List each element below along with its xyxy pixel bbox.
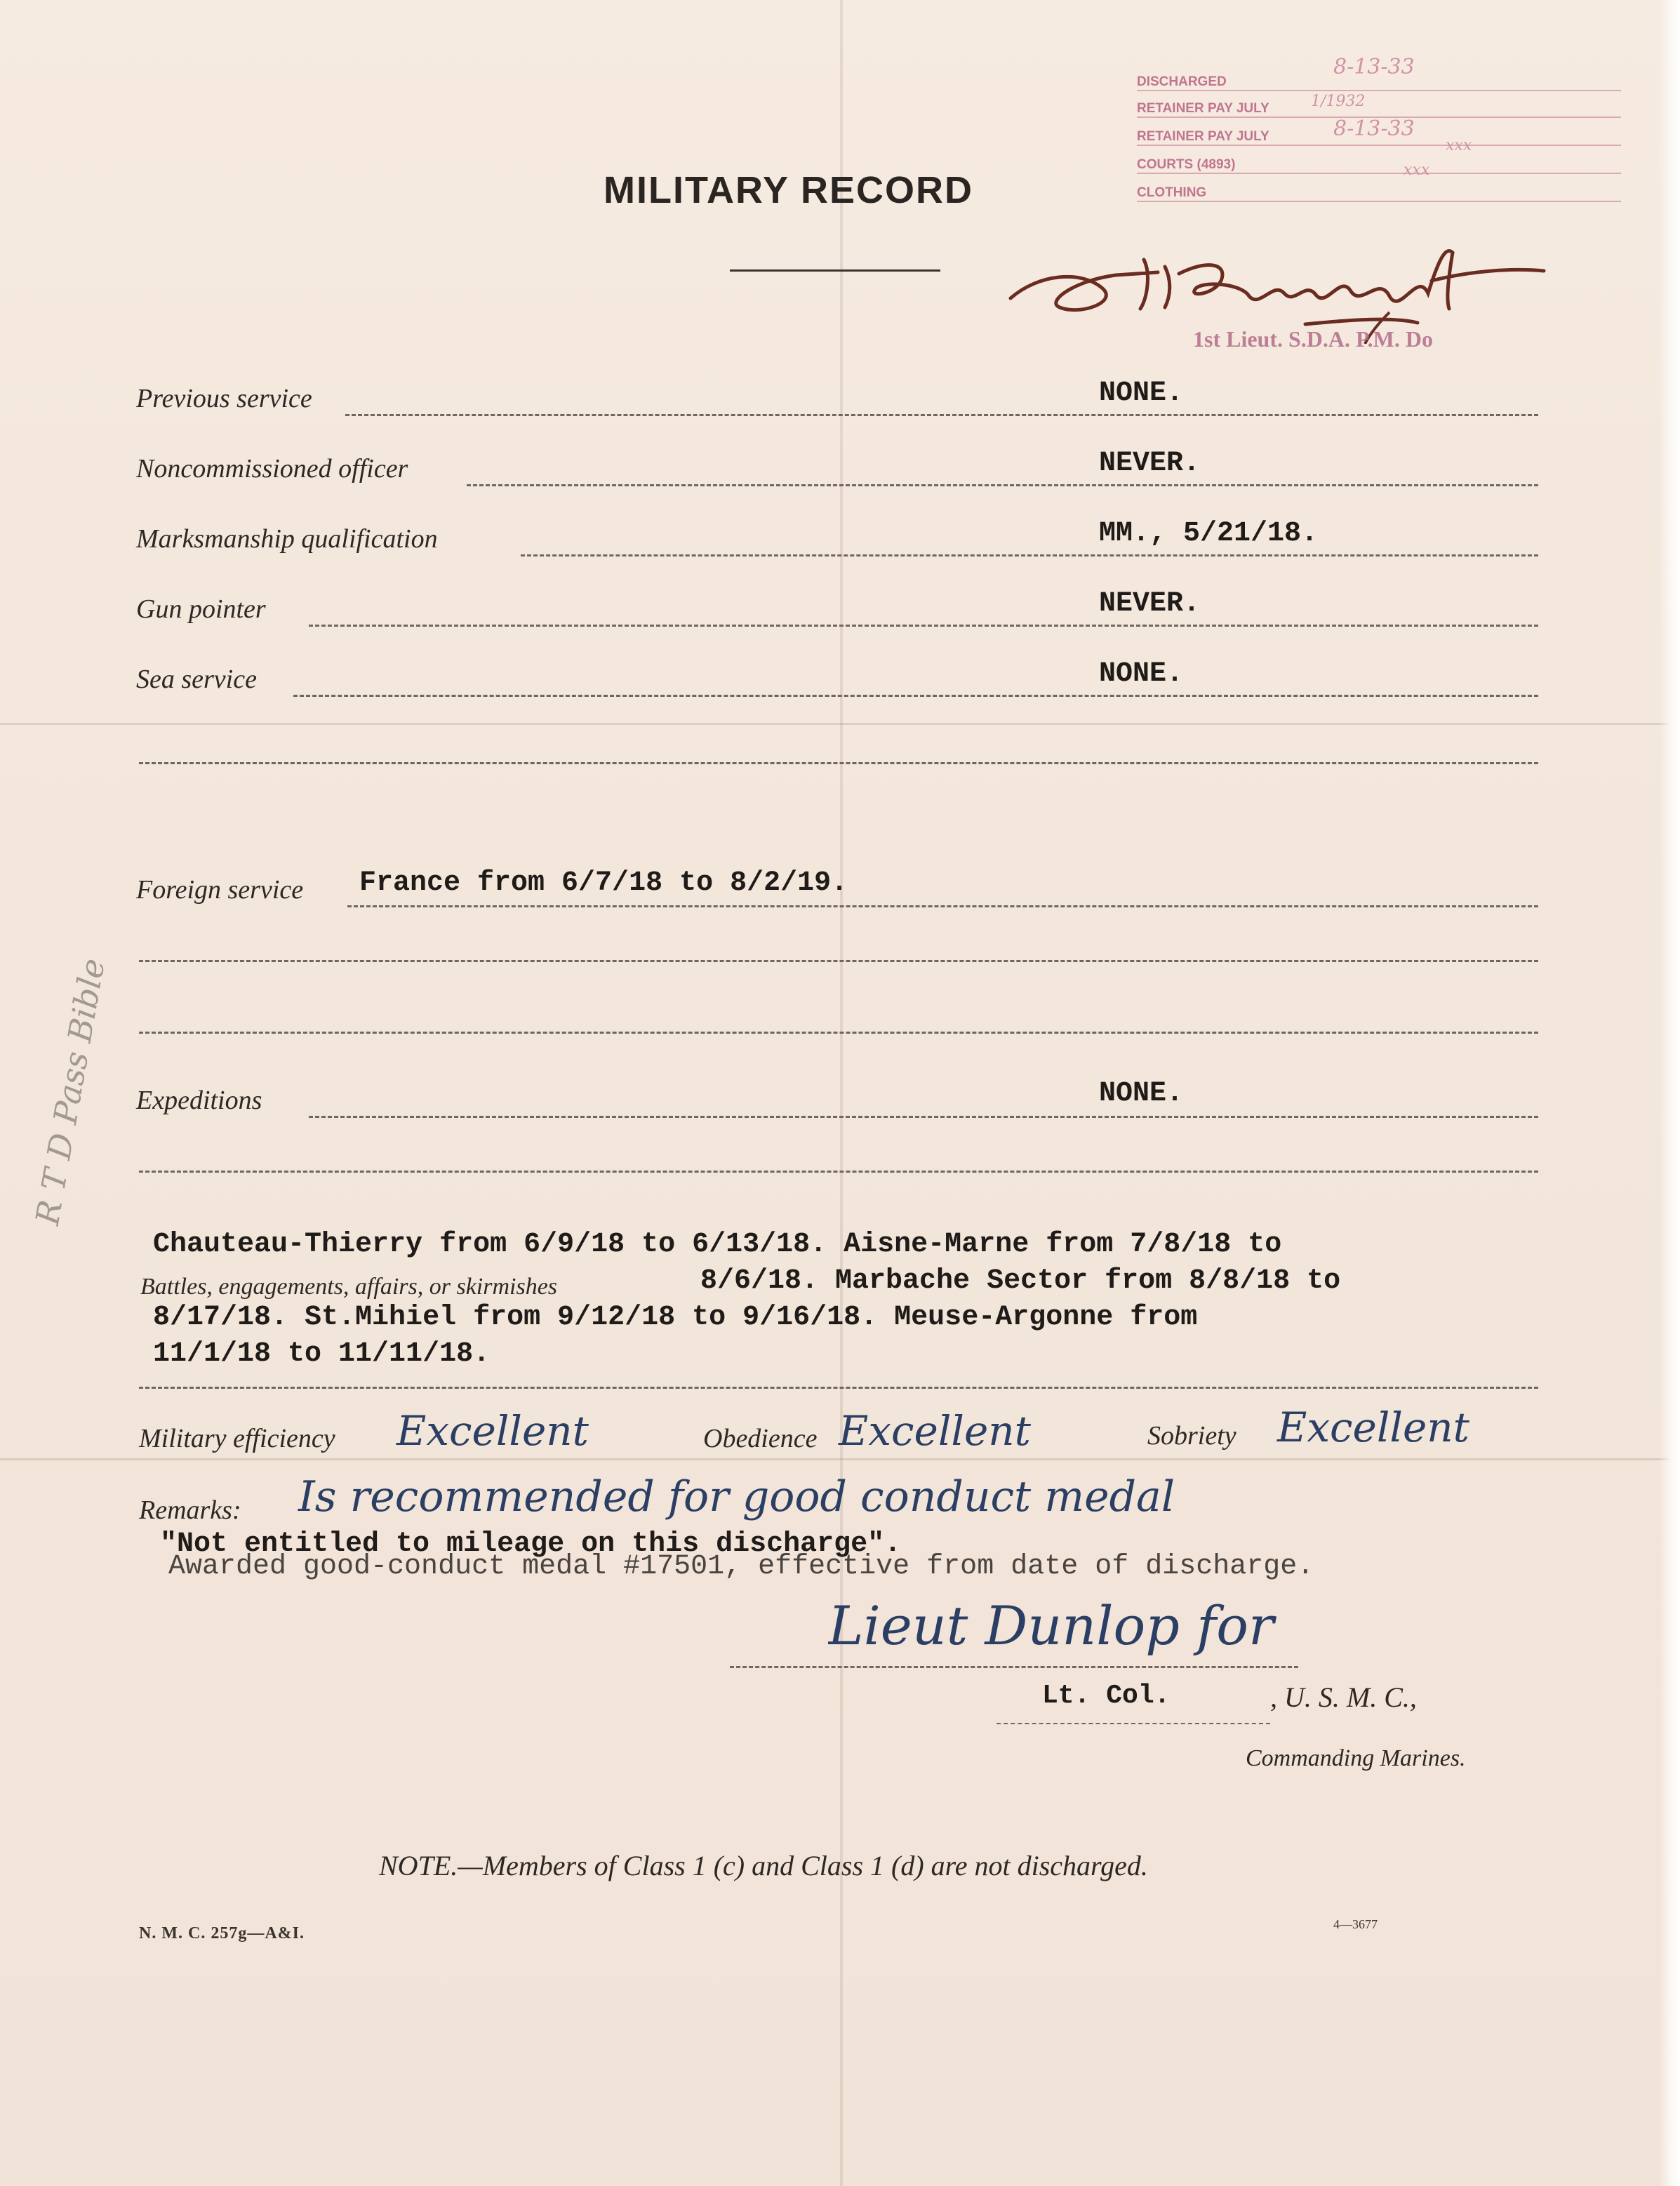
discharge-note: NOTE.—Members of Class 1 (c) and Class 1 (d) are not discharged. [379, 1850, 1148, 1881]
field-label-foreign-service: Foreign service [136, 875, 304, 905]
field-label-previous-service: Previous service [136, 384, 312, 413]
handwritten-obedience: Excellent [839, 1407, 1031, 1455]
dotted-line [309, 1116, 1538, 1118]
stamp-handwriting: 8-13-33 [1333, 55, 1415, 79]
stamp-handwriting: xxx [1446, 137, 1472, 154]
margin-pencil-note: R T D Pass Bible [28, 955, 112, 1228]
page-edge [1659, 0, 1680, 2186]
officer-stamp: 1st Lieut. S.D.A. P.M. Do [1193, 326, 1433, 352]
dotted-line [139, 1171, 1538, 1173]
field-value-foreign-service: France from 6/7/18 to 8/2/19. [359, 867, 848, 899]
field-value-marksmanship: MM., 5/21/18. [1099, 518, 1319, 549]
dotted-line [996, 1723, 1270, 1724]
field-value-noncommissioned-officer: NEVER. [1099, 448, 1201, 479]
dotted-line [139, 960, 1538, 962]
battles-line: 8/6/18. Marbache Sector from 8/8/18 to [700, 1265, 1341, 1297]
svg-text:Lieut Dunlop for: Lieut Dunlop for [828, 1594, 1274, 1657]
commanding-title: Commanding Marines. [1246, 1745, 1466, 1771]
dotted-line [730, 1666, 1298, 1668]
field-value-previous-service: NONE. [1099, 378, 1184, 409]
dotted-line [345, 414, 1538, 416]
remarks-typed-medal: Awarded good-conduct medal #17501, effective from date of discharge. [168, 1551, 1314, 1582]
field-label-military-efficiency: Military efficiency [139, 1424, 335, 1453]
page-title: MILITARY RECORD [604, 169, 973, 211]
field-label-obedience: Obedience [703, 1424, 818, 1453]
commanding-officer-signature [828, 1582, 1333, 1674]
battles-line: 11/1/18 to 11/11/18. [153, 1338, 491, 1370]
stamp-handwriting: 1/1932 [1311, 93, 1366, 110]
dotted-line [521, 554, 1538, 557]
handwritten-sobriety: Excellent [1277, 1404, 1469, 1451]
field-value-gun-pointer: NEVER. [1099, 588, 1201, 620]
field-label-remarks: Remarks: [139, 1495, 241, 1525]
field-label-sobriety: Sobriety [1147, 1421, 1236, 1451]
discharge-stamp: DISCHARGED RETAINER PAY JULY RETAINER PAY JULY COURTS (4893) CLOTHING 8-13-33 1/1932 8-13-33 xxx xxx [1123, 70, 1628, 211]
dotted-line [309, 625, 1538, 627]
officer-rank: Lt. Col. [1042, 1681, 1171, 1711]
field-label-marksmanship: Marksmanship qualification [136, 524, 438, 554]
remarks-typed-mileage: "Not entitled to mileage on this discharge". [160, 1528, 902, 1560]
battles-line: 8/17/18. St.Mihiel from 9/12/18 to 9/16/18. Meuse-Argonne from [153, 1302, 1198, 1333]
print-code: 4—3677 [1333, 1917, 1378, 1931]
dotted-line [293, 695, 1538, 697]
dotted-line [467, 484, 1538, 486]
field-value-sea-service: NONE. [1099, 658, 1184, 690]
field-label-battles: Battles, engagements, affairs, or skirmishes [140, 1274, 558, 1300]
form-number: N. M. C. 257g—A&I. [139, 1924, 305, 1942]
dotted-line [139, 1032, 1538, 1034]
service-branch: , U. S. M. C., [1270, 1681, 1417, 1713]
title-rule [730, 269, 940, 272]
stamp-handwriting: 8-13-33 [1333, 116, 1415, 141]
dotted-line [347, 905, 1538, 907]
battles-line: Chauteau-Thierry from 6/9/18 to 6/13/18. Aisne-Marne from 7/8/18 to [153, 1229, 1282, 1260]
field-label-sea-service: Sea service [136, 665, 257, 694]
stamp-handwriting: xxx [1404, 161, 1430, 179]
handwritten-remarks: Is recommended for good conduct medal [298, 1472, 1175, 1521]
field-label-noncommissioned-officer: Noncommissioned officer [136, 454, 408, 484]
dotted-line [139, 762, 1538, 764]
field-label-gun-pointer: Gun pointer [136, 594, 266, 624]
handwritten-military-efficiency: Excellent [396, 1407, 589, 1455]
field-value-expeditions: NONE. [1099, 1078, 1184, 1109]
dotted-line [139, 1387, 1538, 1389]
field-label-expeditions: Expeditions [136, 1086, 262, 1115]
